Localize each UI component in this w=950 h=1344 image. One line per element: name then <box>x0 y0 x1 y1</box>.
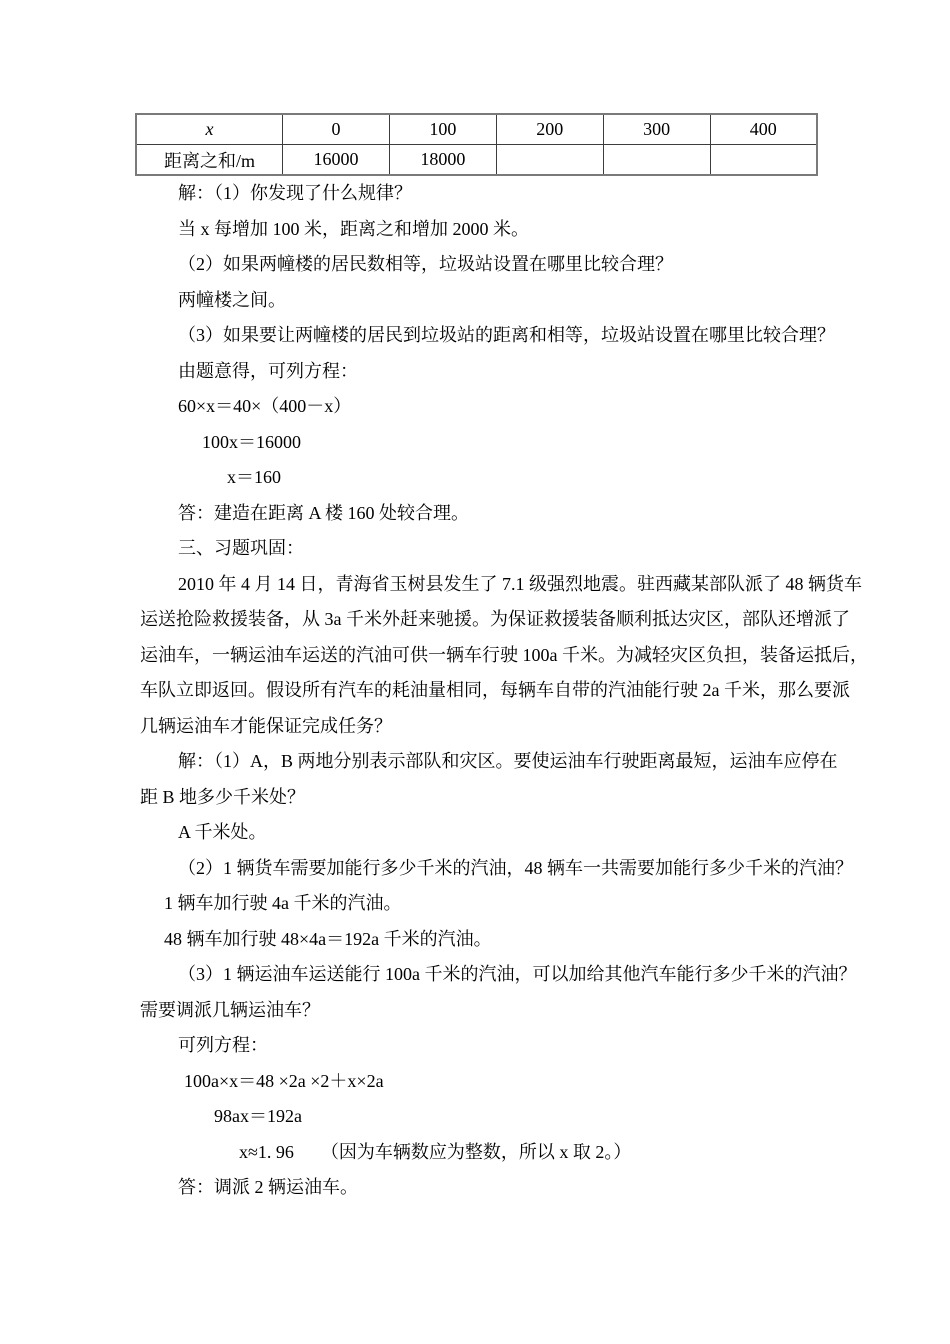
table-cell <box>710 145 817 176</box>
text-line: （2）1 辆货车需要加能行多少千米的汽油，48 辆车一共需要加能行多少千米的汽油？ <box>178 857 853 878</box>
text-line: 98ax＝192a <box>214 1106 302 1126</box>
document-body <box>140 176 900 1206</box>
distance-table-body <box>136 114 817 175</box>
text-line: 由题意得，可列方程： <box>178 360 358 381</box>
text-line: x＝160 <box>227 467 281 487</box>
table-cell: 0 <box>283 114 390 145</box>
text-line: 车队立即返回。假设所有汽车的耗油量相同，每辆车自带的汽油能行驶 2a 千米，那么要派 <box>140 680 850 700</box>
text-line: 答：建造在距离 A 楼 160 处较合理。 <box>178 502 470 523</box>
table-row <box>136 114 817 145</box>
text-line: 距 B 地多少千米处？ <box>140 786 306 807</box>
text-line: 三、习题巩固： <box>178 538 304 558</box>
table-cell: 18000 <box>389 145 496 176</box>
table-cell: 200 <box>496 114 603 145</box>
table-cell <box>603 145 710 176</box>
text-line: （3）1 辆运油车运送能行 100a 千米的汽油，可以加给其他汽车能行多少千米的汽油？ <box>178 964 857 984</box>
table-cell: 16000 <box>283 145 390 176</box>
text-line: 100x＝16000 <box>202 431 301 452</box>
table-cell: 300 <box>603 114 710 145</box>
text-line: 两幢楼之间。 <box>178 289 286 310</box>
table-row <box>136 145 817 176</box>
table-cell <box>496 145 603 176</box>
text-line: A 千米处。 <box>178 822 267 842</box>
text-line: 60×x＝40×（400－x） <box>178 396 352 416</box>
table-cell: 400 <box>710 114 817 145</box>
table-cell: 100 <box>389 114 496 145</box>
text-line: 48 辆车加行驶 48×4a＝192a 千米的汽油。 <box>164 928 492 949</box>
text-line: 几辆运油车才能保证完成任务？ <box>140 715 392 736</box>
text-line: 2010 年 4 月 14 日，青海省玉树县发生了 7.1 级强烈地震。驻西藏某部队派了 48 辆货车 <box>178 573 862 594</box>
text-line: 运送抢险救援装备，从 3a 千米外赶来驰援。为保证救援装备顺利抵达灾区，部队还增派了 <box>140 609 850 629</box>
text-line: 可列方程： <box>178 1035 268 1055</box>
text-line: （3）如果要让两幢楼的居民到垃圾站的距离和相等，垃圾站设置在哪里比较合理？ <box>178 325 835 345</box>
text-line: 1 辆车加行驶 4a 千米的汽油。 <box>164 893 402 913</box>
text-line: （2）如果两幢楼的居民数相等，垃圾站设置在哪里比较合理？ <box>178 254 673 274</box>
text-line: 运油车，一辆运油车运送的汽油可供一辆车行驶 100a 千米。为减轻灾区负担，装备运抵后， <box>140 644 868 665</box>
table-row-label: 距离之和/m <box>136 145 283 176</box>
text-line: 需要调派几辆运油车？ <box>140 999 320 1020</box>
distance-table <box>135 113 818 176</box>
text-line: 100a×x＝48 ×2a ×2＋x×2a <box>184 1070 384 1091</box>
text-line: 答：调派 2 辆运油车。 <box>178 1177 358 1197</box>
text-line: 解：（1）你发现了什么规律？ <box>178 183 412 203</box>
table-row-label: x <box>136 114 283 145</box>
text-line: 解：（1）A，B 两地分别表示部队和灾区。要使运油车行驶距离最短，运油车应停在 <box>178 751 838 771</box>
text-line: 当 x 每增加 100 米，距离之和增加 2000 米。 <box>178 218 529 239</box>
text-line: x≈1. 96 （因为车辆数应为整数，所以 x 取 2。） <box>239 1141 632 1162</box>
